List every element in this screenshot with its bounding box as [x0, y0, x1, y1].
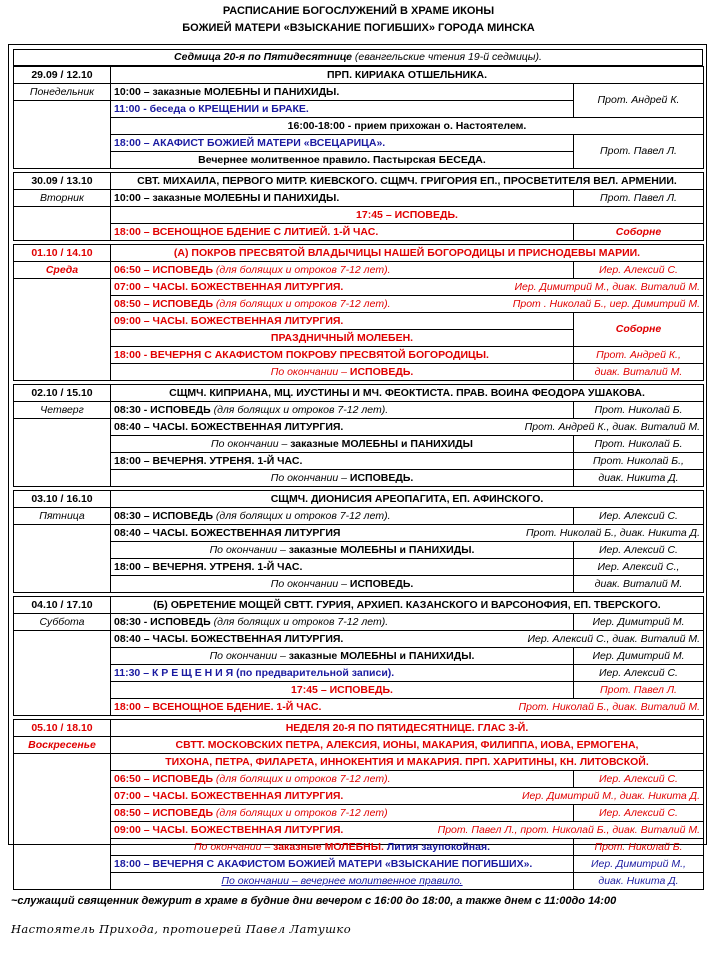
service-text	[111, 525, 704, 542]
service-row	[14, 665, 704, 682]
service-text	[111, 788, 704, 805]
day-weekday: Среда	[14, 262, 111, 279]
service-title: 11:30 – К Р Е Щ Е Н И Я	[114, 666, 234, 679]
service-text: 18:00 - ВЕЧЕРНЯ С АКАФИСТОМ ПОКРОВУ ПРЕСВЯТОЙ БОГОРОДИЦЫ.	[111, 347, 574, 364]
service-row	[14, 576, 704, 593]
day-empty	[14, 754, 111, 890]
day-date: 02.10 / 15.10	[14, 385, 111, 402]
service-title: 08:40 – ЧАСЫ. БОЖЕСТВЕННАЯ ЛИТУРГИЯ.	[114, 632, 344, 645]
service-text	[111, 542, 574, 559]
day-row-monday	[14, 67, 704, 84]
clergy-name: Иер. Димитрий М., диак. Виталий М.	[514, 280, 700, 293]
clergy-name: Иер. Алексий С., диак. Виталий М.	[527, 632, 700, 645]
clergy-cell: диак. Виталий М.	[574, 364, 704, 381]
service-row	[14, 737, 704, 754]
header-line-1: РАСПИСАНИЕ БОГОСЛУЖЕНИЙ В ХРАМЕ ИКОНЫ	[222, 5, 495, 17]
day-saints: СВТТ. МОСКОВСКИХ ПЕТРА, АЛЕКСИЯ, ИОНЫ, МАКАРИЯ, ФИЛИППА, ИОВА, ЕРМОГЕНА,	[111, 737, 704, 754]
week-title: Седмица 20-я по Пятидесятнице	[174, 51, 352, 63]
service-title: ИСПОВЕДЬ.	[349, 471, 414, 484]
service-note: (для болящих и отроков 7-12 лет).	[210, 403, 389, 416]
service-text	[111, 470, 574, 487]
service-title: 18:00 – ВСЕНОЩНОЕ БДЕНИЕ. 1-Й ЧАС.	[114, 700, 322, 713]
day-empty	[14, 207, 111, 241]
service-row	[14, 699, 704, 716]
service-text: 09:00 – ЧАСЫ. БОЖЕСТВЕННАЯ ЛИТУРГИЯ.	[111, 313, 574, 330]
service-note: По окончании –	[270, 577, 350, 590]
service-text	[111, 508, 574, 525]
week-title-row	[13, 49, 703, 66]
service-extra: Лития заупокойная.	[383, 840, 491, 853]
service-text	[111, 279, 704, 296]
clergy-cell: Иер. Димитрий М.	[574, 648, 704, 665]
day-date: 05.10 / 18.10	[14, 720, 111, 737]
day-feast: (А) ПОКРОВ ПРЕСВЯТОЙ ВЛАДЫЧИЦЫ НАШЕЙ БОГОРОДИЦЫ И ПРИСНОДЕВЫ МАРИИ.	[111, 245, 704, 262]
service-text	[111, 631, 704, 648]
day-row-saturday	[14, 597, 704, 614]
clergy-cell: Иер. Алексий С.,	[574, 559, 704, 576]
service-text	[111, 822, 704, 839]
day-empty	[14, 101, 111, 169]
service-row	[14, 559, 704, 576]
clergy-cell: диак. Никита Д.	[574, 470, 704, 487]
service-text	[111, 576, 574, 593]
service-row	[14, 84, 704, 101]
service-row	[14, 402, 704, 419]
service-text	[111, 419, 704, 436]
day-row-friday	[14, 491, 704, 508]
clergy-cell: Иер. Алексий С.	[574, 542, 704, 559]
clergy-cell: Прот. Андрей К.	[574, 84, 704, 118]
day-weekday: Воскресенье	[14, 737, 111, 754]
service-title: 08:30 – ИСПОВЕДЬ	[114, 509, 213, 522]
service-title: 07:00 – ЧАСЫ. БОЖЕСТВЕННАЯ ЛИТУРГИЯ.	[114, 280, 344, 293]
header-line-2: БОЖИЕЙ МАТЕРИ «ВЗЫСКАНИЕ ПОГИБШИХ» ГОРОДА МИНСКА	[182, 22, 535, 34]
service-text	[111, 402, 574, 419]
service-row	[14, 470, 704, 487]
service-note: (для болящих и отроков 7-12 лет)	[213, 806, 388, 819]
service-text: ПРАЗДНИЧНЫЙ МОЛЕБЕН.	[111, 330, 574, 347]
schedule-table	[13, 66, 704, 890]
service-title: ИСПОВЕДЬ.	[349, 577, 414, 590]
service-row	[14, 347, 704, 364]
service-text	[111, 839, 574, 856]
service-row	[14, 839, 704, 856]
day-feast: (Б) ОБРЕТЕНИЕ МОЩЕЙ СВТТ. ГУРИЯ, АРХИЕП. КАЗАНСКОГО И ВАРСОНОФИЯ, ЕП. ТВЕРСКОГО.	[111, 597, 704, 614]
service-row	[14, 805, 704, 822]
clergy-cell: Соборне	[574, 313, 704, 347]
clergy-name: Прот. Николай Б., диак. Виталий М.	[518, 700, 700, 713]
day-row-thursday	[14, 385, 704, 402]
service-note: По окончании –	[270, 365, 350, 378]
service-text: 18:00 – ВЕЧЕРНЯ С АКАФИСТОМ БОЖИЕЙ МАТЕРИ «ВЗЫСКАНИЕ ПОГИБШИХ».	[111, 856, 574, 873]
day-row-wednesday	[14, 245, 704, 262]
day-date: 01.10 / 14.10	[14, 245, 111, 262]
day-date: 29.09 / 12.10	[14, 67, 111, 84]
service-title: 08:40 – ЧАСЫ. БОЖЕСТВЕННАЯ ЛИТУРГИЯ.	[114, 420, 344, 433]
clergy-cell: Прот. Павел Л.	[574, 135, 704, 169]
service-row	[14, 856, 704, 873]
clergy-name: Прот. Павел Л., прот. Николай Б., диак. Виталий М.	[437, 823, 700, 836]
day-weekday: Четверг	[14, 402, 111, 419]
clergy-name: Прот . Николай Б., иер. Димитрий М.	[512, 297, 700, 310]
service-row	[14, 754, 704, 771]
service-note: По окончании –	[221, 874, 301, 887]
service-title: 06:50 – ИСПОВЕДЬ	[114, 263, 213, 276]
service-text	[111, 436, 574, 453]
service-title: заказные МОЛЕБНЫ и ПАНИХИДЫ.	[288, 543, 475, 556]
service-title: вечернее молитвенное правило.	[300, 874, 463, 887]
service-text	[111, 805, 574, 822]
service-row	[14, 771, 704, 788]
service-text	[111, 364, 574, 381]
day-weekday: Вторник	[14, 190, 111, 207]
service-title: 07:00 – ЧАСЫ. БОЖЕСТВЕННАЯ ЛИТУРГИЯ.	[114, 789, 344, 802]
service-title: 08:30 - ИСПОВЕДЬ	[114, 403, 211, 416]
service-row	[14, 207, 704, 224]
day-feast: НЕДЕЛЯ 20-Я ПО ПЯТИДЕСЯТНИЦЕ. ГЛАС 3-Й.	[111, 720, 704, 737]
clergy-cell: диак. Виталий М.	[574, 576, 704, 593]
service-text: 16:00-18:00 - прием прихожан о. Настоятелем.	[111, 118, 704, 135]
day-row-tuesday	[14, 173, 704, 190]
service-row	[14, 542, 704, 559]
service-note: (по предварительной записи).	[233, 666, 395, 679]
day-date: 03.10 / 16.10	[14, 491, 111, 508]
service-row	[14, 419, 704, 436]
day-empty	[14, 525, 111, 593]
service-title: 08:30 - ИСПОВЕДЬ	[114, 615, 211, 628]
service-text: 18:00 – АКАФИСТ БОЖИЕЙ МАТЕРИ «ВСЕЦАРИЦА».	[111, 135, 574, 152]
service-text	[111, 262, 574, 279]
service-row	[14, 262, 704, 279]
service-title: 08:50 – ИСПОВЕДЬ (для болящих и отроков 7-12 лет).	[114, 297, 391, 310]
clergy-name: Прот. Андрей К., диак. Виталий М.	[524, 420, 700, 433]
service-note: По окончании –	[209, 649, 289, 662]
clergy-cell: Прот. Андрей К.,	[574, 347, 704, 364]
service-row	[14, 822, 704, 839]
service-row	[14, 788, 704, 805]
service-text: 10:00 – заказные МОЛЕБНЫ И ПАНИХИДЫ.	[111, 190, 574, 207]
service-title: ИСПОВЕДЬ.	[349, 365, 414, 378]
service-note: (для болящих и отроков 7-12 лет).	[213, 509, 391, 522]
clergy-name: Прот. Николай Б., диак. Никита Д.	[525, 526, 700, 539]
service-text	[111, 771, 574, 788]
day-feast: ПРП. КИРИАКА ОТШЕЛЬНИКА.	[111, 67, 704, 84]
service-text	[111, 614, 574, 631]
service-row	[14, 296, 704, 313]
service-note: По окончании –	[270, 471, 350, 484]
service-note: По окончании –	[209, 543, 289, 556]
day-empty	[14, 419, 111, 487]
day-date: 04.10 / 17.10	[14, 597, 111, 614]
service-note: По окончании –	[211, 437, 291, 450]
page-header	[0, 3, 717, 37]
service-title: заказные МОЛЕБНЫ.	[273, 840, 384, 853]
service-text: 18:00 – ВЕЧЕРНЯ. УТРЕНЯ. 1-Й ЧАС.	[111, 453, 574, 470]
day-feast: СВТ. МИХАИЛА, ПЕРВОГО МИТР. КИЕВСКОГО. СЩМЧ. ГРИГОРИЯ ЕП., ПРОСВЕТИТЕЛЯ ВЕЛ. АРМЕНИИ.	[111, 173, 704, 190]
day-empty	[14, 631, 111, 716]
day-row-sunday	[14, 720, 704, 737]
day-feast: СЩМЧ. КИПРИАНА, МЦ. ИУСТИНЫ И МЧ. ФЕОКТИСТА. ПРАВ. ВОИНА ФЕОДОРА УШАКОВА.	[111, 385, 704, 402]
service-text: 17:45 – ИСПОВЕДЬ.	[111, 207, 704, 224]
service-row	[14, 614, 704, 631]
service-text: Вечернее молитвенное правило. Пастырская БЕСЕДА.	[111, 152, 574, 169]
service-row	[14, 224, 704, 241]
day-empty	[14, 279, 111, 381]
clergy-cell: Прот. Павел Л.	[574, 190, 704, 207]
service-text	[111, 296, 704, 313]
service-text: 18:00 – ВСЕНОЩНОЕ БДЕНИЕ С ЛИТИЕЙ. 1-Й ЧАС.	[111, 224, 574, 241]
clergy-cell: Иер. Димитрий М.,	[574, 856, 704, 873]
service-row	[14, 525, 704, 542]
service-row	[14, 453, 704, 470]
service-text: 18:00 – ВЕЧЕРНЯ. УТРЕНЯ. 1-Й ЧАС.	[111, 559, 574, 576]
service-title: 09:00 – ЧАСЫ. БОЖЕСТВЕННАЯ ЛИТУРГИЯ.	[114, 823, 344, 836]
service-text: 10:00 – заказные МОЛЕБНЫ И ПАНИХИДЫ.	[111, 84, 574, 101]
day-saints: ТИХОНА, ПЕТРА, ФИЛАРЕТА, ИННОКЕНТИЯ И МАКАРИЯ. ПРП. ХАРИТИНЫ, КН. ЛИТОВСКОЙ.	[111, 754, 704, 771]
service-row	[14, 648, 704, 665]
service-title: заказные МОЛЕБНЫ и ПАНИХИДЫ	[290, 437, 473, 450]
service-row	[14, 135, 704, 152]
clergy-cell: Иер. Димитрий М.	[574, 614, 704, 631]
clergy-cell: Прот. Павел Л.	[574, 682, 704, 699]
clergy-cell: диак. Никита Д.	[574, 873, 704, 890]
clergy-cell: Иер. Алексий С.	[574, 805, 704, 822]
day-date: 30.09 / 13.10	[14, 173, 111, 190]
clergy-cell: Иер. Алексий С.	[574, 508, 704, 525]
clergy-cell: Прот. Николай Б.	[574, 839, 704, 856]
day-weekday: Суббота	[14, 614, 111, 631]
clergy-cell: Соборне	[574, 224, 704, 241]
service-row	[14, 873, 704, 890]
service-text	[111, 699, 704, 716]
service-row	[14, 118, 704, 135]
service-title: 08:40 – ЧАСЫ. БОЖЕСТВЕННАЯ ЛИТУРГИЯ	[114, 526, 341, 539]
service-text	[111, 665, 574, 682]
clergy-cell: Иер. Алексий С.	[574, 665, 704, 682]
service-row	[14, 631, 704, 648]
service-row	[14, 190, 704, 207]
service-row	[14, 364, 704, 381]
day-weekday: Пятница	[14, 508, 111, 525]
clergy-name: Иер. Димитрий М., диак. Никита Д.	[521, 789, 700, 802]
clergy-cell: Прот. Николай Б.,	[574, 453, 704, 470]
service-note: По окончании –	[193, 840, 274, 853]
clergy-cell: Иер. Алексий С.	[574, 771, 704, 788]
service-text: 11:00 - беседа о КРЕЩЕНИИ и БРАКЕ.	[111, 101, 574, 118]
day-feast: СЩМЧ. ДИОНИСИЯ АРЕОПАГИТА, ЕП. АФИНСКОГО.	[111, 491, 704, 508]
service-row	[14, 313, 704, 330]
service-title: 06:50 – ИСПОВЕДЬ	[114, 772, 213, 785]
clergy-cell: Иер. Алексий С.	[574, 262, 704, 279]
service-text	[111, 648, 574, 665]
service-text	[111, 873, 574, 890]
service-title: заказные МОЛЕБНЫ и ПАНИХИДЫ.	[288, 649, 475, 662]
service-note: (для болящих и отроков 7-12 лет).	[213, 772, 391, 785]
service-title: 08:50 – ИСПОВЕДЬ	[114, 806, 213, 819]
service-row	[14, 436, 704, 453]
day-weekday: Понедельник	[14, 84, 111, 101]
signature: Настоятель Прихода, протоиерей Павел Латушко	[11, 922, 352, 936]
clergy-cell: Прот. Николай Б.	[574, 402, 704, 419]
service-note: (для болящих и отроков 7-12 лет).	[213, 263, 391, 276]
service-row	[14, 279, 704, 296]
clergy-cell: Прот. Николай Б.	[574, 436, 704, 453]
service-row	[14, 682, 704, 699]
week-note: (евангельские чтения 19-й седмицы).	[351, 51, 542, 63]
service-row	[14, 508, 704, 525]
service-text: 17:45 – ИСПОВЕДЬ.	[111, 682, 574, 699]
service-note: (для болящих и отроков 7-12 лет).	[210, 615, 389, 628]
service-note: (для болящих и отроков 7-12 лет).	[213, 297, 391, 310]
duty-note: ~служащий священник дежурит в храме в будние дни вечером с 16:00 до 18:00, а также днем с 11:00до 14:00	[11, 895, 617, 907]
